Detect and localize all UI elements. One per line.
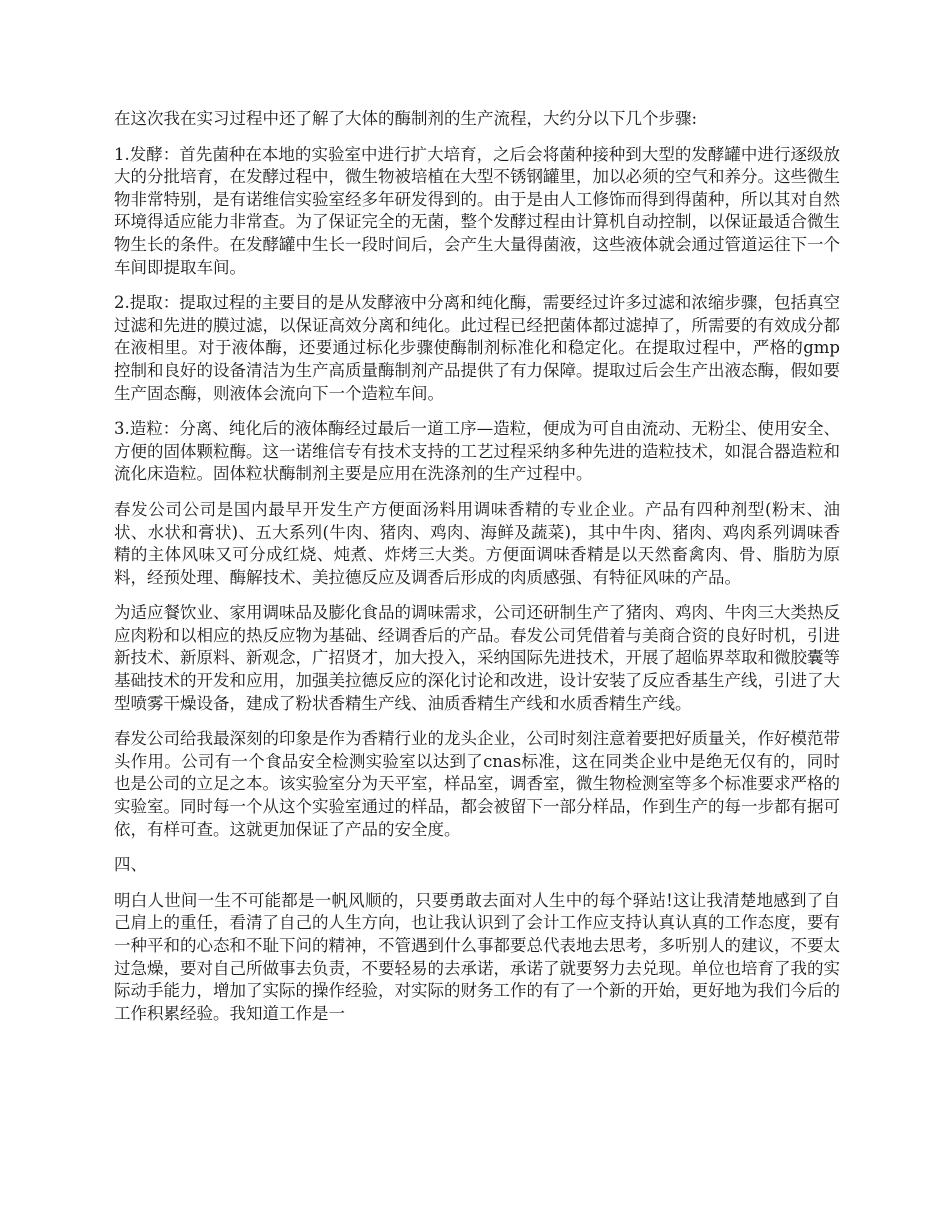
section-heading: 四、 — [114, 855, 147, 875]
company-technology-paragraph: 为适应餐饮业、家用调味品及膨化食品的调味需求，公司还研制生产了猪肉、鸡肉、牛肉三大类热反应肉粉和以相应的热反应物为基础、经调香后的产品。春发公司凭借着与美商合资的良好时机，引进新技术、新原料、新观念，广招贤才，加大投入，采纳国际先进技术，开展了超临界萃取和微胶囊等基础技术的开发和应用，加强美拉德反应的深化讨论和改进，设计安装了反应香基生产线，引进了大型喷雾干燥设备，建成了粉状香精生产线、油质香精生产线和水质香精生产线。 — [114, 603, 840, 713]
intro-paragraph: 在这次我在实习过程中还了解了大体的酶制剂的生产流程，大约分以下几个步骤: — [114, 109, 698, 128]
step-granulation-paragraph: 3.造粒：分离、纯化后的液体酶经过最后一道工序—造粒，便成为可自由流动、无粉尘、使用安全、方便的固体颗粒酶。这一诺维信专有技术支持的工艺过程采纳多种先进的造粒技术，如混合器造粒和流化床造粒。固体粒状酶制剂主要是应用在洗涤剂的生产过程中。 — [114, 419, 840, 484]
company-quality-paragraph: 春发公司给我最深刻的印象是作为香精行业的龙头企业，公司时刻注意着要把好质量关，作好模范带头作用。公司有一个食品安全检测实验室以达到了cnas标准，这在同类企业中是绝无仅有的，同时也是公司的立足之本。该实验室分为天平室，样品室，调香室，微生物检测室等多个标准要求严格的实验室。同时每一个从这个实验室通过的样品，都会被留下一部分样品，作到生产的每一步都有据可依，有样可查。这就更加保证了产品的安全度。 — [114, 729, 840, 839]
document-page — [114, 108, 840, 1038]
step-extraction-paragraph: 2.提取：提取过程的主要目的是从发酵液中分离和纯化酶，需要经过许多过滤和浓缩步骤，包括真空过滤和先进的膜过滤，以保证高效分离和纯化。此过程已经把菌体都过滤掉了，所需要的有效成分都在液相里。对于液体酶，还要通过标化步骤使酶制剂标准化和稳定化。在提取过程中，严格的gmp控制和良好的设备清洁为生产高质量酶制剂产品提供了有力保障。提取过后会生产出液态酶，假如要生产固态酶，则液体会流向下一个造粒车间。 — [114, 293, 840, 403]
reflection-paragraph: 明白人世间一生不可能都是一帆风顺的，只要勇敢去面对人生中的每个驿站!这让我清楚地感到了自己肩上的重任，看清了自己的人生方向，也让我认识到了会计工作应支持认真认真的工作态度，要有一种平和的心态和不耻下问的精神，不管遇到什么事都要总代表地去思考，多听别人的建议，不要太过急燥，要对自己所做事去负责，不要轻易的去承诺，承诺了就要努力去兑现。单位也培育了我的实际动手能力，增加了实际的操作经验，对实际的财务工作的有了一个新的开始，更好地为我们今后的工作积累经验。我知道工作是一 — [114, 890, 840, 1023]
company-products-paragraph: 春发公司公司是国内最早开发生产方便面汤料用调味香精的专业企业。产品有四种剂型(粉末、油状、水状和膏状)、五大系列(牛肉、猪肉、鸡肉、海鲜及蔬菜)，其中牛肉、猪肉、鸡肉系列调味香精的主体风味又可分成红烧、炖煮、炸烤三大类。方便面调味香精是以天然畜禽肉、骨、脂肪为原料，经预处理、酶解技术、美拉德反应及调香后形成的肉质感强、有特征风味的产品。 — [114, 499, 840, 587]
step-fermentation-paragraph: 1.发酵：首先菌种在本地的实验室中进行扩大培育，之后会将菌种接种到大型的发酵罐中进行逐级放大的分批培育，在发酵过程中，微生物被培植在大型不锈钢罐里，加以必须的空气和养分。这些微生物非常特别，是有诺维信实验室经多年研发得到的。由于是由人工修饰而得到得菌种，所以其对自然环境得适应能力非常查。为了保证完全的无菌，整个发酵过程由计算机自动控制，以保证最适合微生物生长的条件。在发酵罐中生长一段时间后，会产生大量得菌液，这些液体就会通过管道运往下一个车间即提取车间。 — [114, 144, 840, 277]
